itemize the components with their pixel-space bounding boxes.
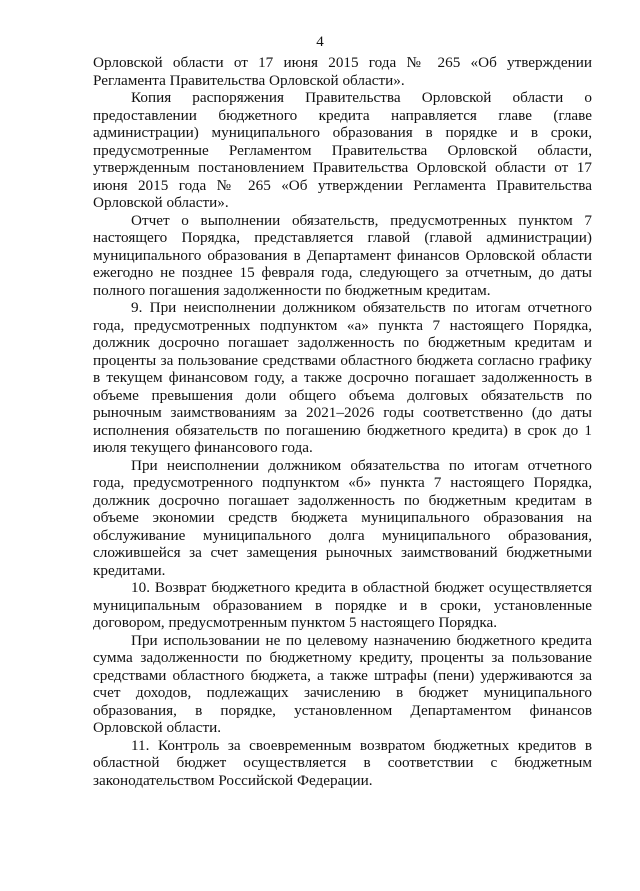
paragraph-continuation: Орловской области от 17 июня 2015 года № 265 «Об утверждении Регламента Правительства Орловской области». (93, 54, 592, 89)
paragraph-item-9-b: При неисполнении должником обязательства по итогам отчетного года, предусмотренного подпунктом «б» пункта 7 настоящего Порядка, должник досрочно погашает задолженность по бюджетным кредитам в объеме экономии средств бюджета муниципального образования на обслуживание муниципального долга муниципального образования, сложившейся за счет замещения рыночных заимствований бюджетными кредитами. (93, 456, 592, 579)
paragraph-item-10: 10. Возврат бюджетного кредита в областной бюджет осуществляется муниципальным образованием в порядке и в сроки, установленные договором, предусмотренным пунктом 5 настоящего Порядка. (93, 579, 592, 631)
document-body (93, 54, 592, 789)
page-number: 4 (316, 34, 324, 50)
paragraph-item-9: 9. При неисполнении должником обязательств по итогам отчетного года, предусмотренных подпунктом «а» пункта 7 настоящего Порядка, должник досрочно погашает задолженность по бюджетным кредитам и проценты за пользование средствами областного бюджета согласно графику в текущем финансовом году, а также досрочно погашает задолженность в объеме превышения доли общего объема долговых обязательств по рыночным заимствованиям за 2021–2026 годы соответственно (до даты исполнения обязательств по погашению бюджетного кредита) в срок до 1 июля текущего финансового года. (93, 299, 592, 456)
paragraph-copy-of-order: Копия распоряжения Правительства Орловской области о предоставлении бюджетного кредита направляется главе (главе администрации) муниципального образования в порядке и в сроки, предусмотренные Регламентом Правительства Орловской области, утвержденным постановлением Правительства Орловской области от 17 июня 2015 года № 265 «Об утверждении Регламента Правительства Орловской области». (93, 89, 592, 211)
paragraph-report: Отчет о выполнении обязательств, предусмотренных пунктом 7 настоящего Порядка, представляется главой (главой администрации) муниципального образования в Департамент финансов Орловской области ежегодно не позднее 15 февраля года, следующего за отчетным, до даты полного погашения задолженности по бюджетным кредитам. (93, 211, 592, 299)
paragraph-item-10-misuse: При использовании не по целевому назначению бюджетного кредита сумма задолженности по бюджетному кредиту, проценты за пользование средствами областного бюджета, а также штрафы (пени) удерживаются за счет доходов, подлежащих зачислению в бюджет муниципального образования, в порядке, установленном Департаментом финансов Орловской области. (93, 631, 592, 736)
paragraph-item-11: 11. Контроль за своевременным возвратом бюджетных кредитов в областной бюджет осуществляется в соответствии с бюджетным законодательством Российской Федерации. (93, 736, 592, 789)
